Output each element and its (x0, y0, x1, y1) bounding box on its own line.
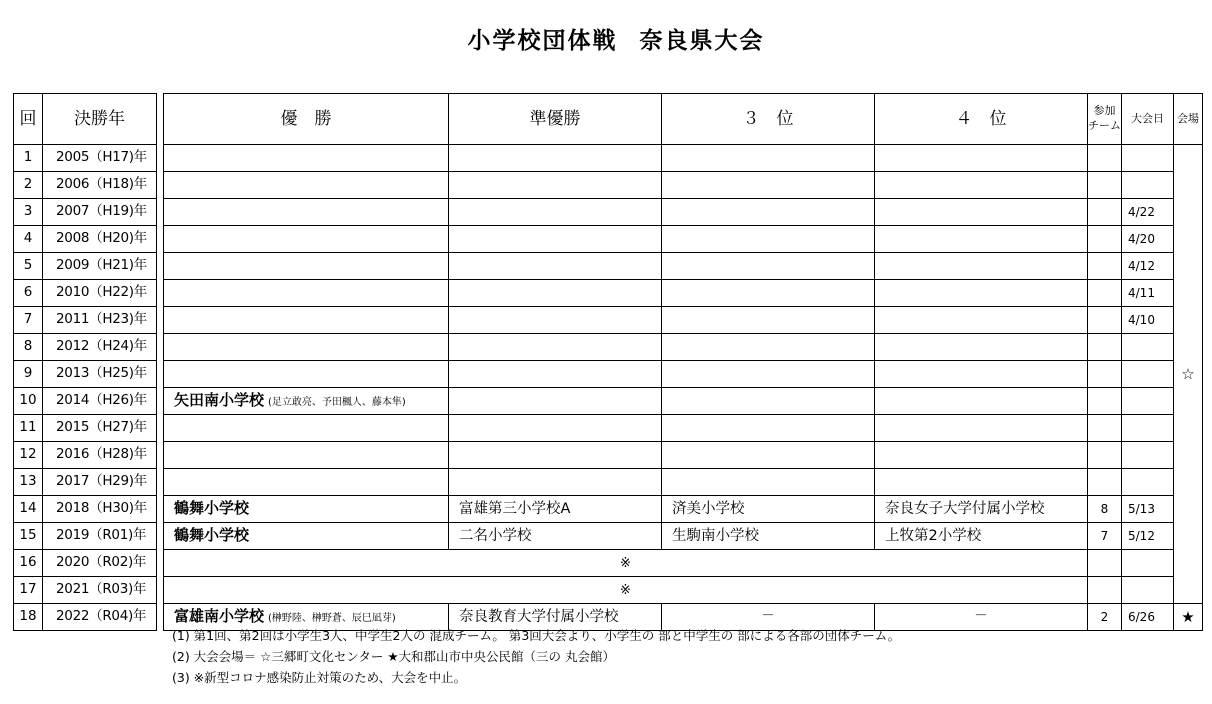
header-third: ３ 位 (662, 94, 875, 145)
teams-cell (1088, 577, 1122, 604)
date-cell (1122, 577, 1174, 604)
winner-members: (足立敢亮、予田楓人、藤本隼) (268, 397, 406, 409)
date-cell: 5/12 (1122, 523, 1174, 550)
runner-up-cell (449, 415, 662, 442)
third-place-cell (662, 145, 875, 172)
teams-cell (1088, 280, 1122, 307)
round-cell: 9 (14, 361, 43, 388)
winner-cell (164, 469, 449, 496)
fourth-place-cell (875, 307, 1088, 334)
table-row (164, 415, 1203, 442)
teams-cell (1088, 442, 1122, 469)
winner-cell (164, 226, 449, 253)
table-row (14, 496, 157, 523)
fourth-place-cell (875, 253, 1088, 280)
round-cell: 12 (14, 442, 43, 469)
winner-school: 富雄南小学校 (174, 607, 265, 626)
year-cell: 2022（R04)年 (43, 604, 157, 631)
fourth-place-cell (875, 361, 1088, 388)
header-row (14, 94, 157, 145)
year-cell: 2021（R03)年 (43, 577, 157, 604)
winner-cell (164, 415, 449, 442)
page-title (0, 22, 1212, 55)
date-cell (1122, 469, 1174, 496)
winner-cell (164, 145, 449, 172)
table-row (14, 388, 157, 415)
table-row (14, 550, 157, 577)
round-cell: 10 (14, 388, 43, 415)
round-cell: 11 (14, 415, 43, 442)
fourth-place-cell (875, 415, 1088, 442)
date-cell (1122, 550, 1174, 577)
table-row (14, 577, 157, 604)
winner-cell (164, 280, 449, 307)
teams-cell: 7 (1088, 523, 1122, 550)
table-row (14, 253, 157, 280)
runner-up-cell (449, 172, 662, 199)
round-cell: 14 (14, 496, 43, 523)
table-row (164, 577, 1203, 604)
date-cell: 4/10 (1122, 307, 1174, 334)
year-cell: 2006（H18)年 (43, 172, 157, 199)
round-cell: 6 (14, 280, 43, 307)
header-year: 決勝年 (43, 94, 157, 145)
fourth-place-cell (875, 280, 1088, 307)
third-place-cell (662, 280, 875, 307)
winner-cell (164, 334, 449, 361)
fourth-place-cell (875, 172, 1088, 199)
runner-up-cell (449, 145, 662, 172)
date-cell (1122, 145, 1174, 172)
year-cell: 2008（H20)年 (43, 226, 157, 253)
fourth-place-cell (875, 199, 1088, 226)
header-date: 大会日 (1122, 94, 1174, 145)
date-cell (1122, 415, 1174, 442)
date-cell: 4/20 (1122, 226, 1174, 253)
date-cell: 4/22 (1122, 199, 1174, 226)
runner-up-cell: 二名小学校 (449, 523, 662, 550)
third-place-cell (662, 307, 875, 334)
year-cell: 2012（H24)年 (43, 334, 157, 361)
results-table (163, 93, 1203, 631)
round-cell: 3 (14, 199, 43, 226)
runner-up-cell (449, 388, 662, 415)
third-place-cell (662, 226, 875, 253)
table-row (164, 469, 1203, 496)
date-cell: 4/11 (1122, 280, 1174, 307)
year-table (13, 93, 157, 631)
third-place-cell (662, 199, 875, 226)
year-cell: 2017（H29)年 (43, 469, 157, 496)
round-cell: 2 (14, 172, 43, 199)
table-row (164, 199, 1203, 226)
winner-cell (164, 253, 449, 280)
table-row (14, 442, 157, 469)
winner-school: 鶴舞小学校 (174, 526, 250, 545)
teams-cell (1088, 469, 1122, 496)
year-cell: 2009（H21)年 (43, 253, 157, 280)
third-place-cell (662, 469, 875, 496)
round-cell: 8 (14, 334, 43, 361)
fourth-place-cell: 奈良女子大学付属小学校 (875, 496, 1088, 523)
teams-cell: 2 (1088, 604, 1122, 631)
runner-up-cell: 奈良教育大学付属小学校 (449, 604, 662, 631)
table-row (14, 604, 157, 631)
round-cell: 15 (14, 523, 43, 550)
fourth-place-cell (875, 334, 1088, 361)
date-cell (1122, 334, 1174, 361)
runner-up-cell (449, 334, 662, 361)
fourth-place-cell (875, 388, 1088, 415)
winner-cell (164, 199, 449, 226)
year-cell: 2010（H22)年 (43, 280, 157, 307)
title-part1: 小学校団体戦 (467, 28, 618, 54)
year-cell: 2013（H25)年 (43, 361, 157, 388)
date-cell (1122, 388, 1174, 415)
winner-cell (164, 172, 449, 199)
table-row (164, 550, 1203, 577)
table-row (14, 280, 157, 307)
winner-cell (164, 307, 449, 334)
header-winner: 優 勝 (164, 94, 449, 145)
winner-school: 鶴舞小学校 (174, 499, 250, 518)
header-fourth: ４ 位 (875, 94, 1088, 145)
header-row (164, 94, 1203, 145)
year-cell: 2015（H27)年 (43, 415, 157, 442)
teams-cell (1088, 145, 1122, 172)
runner-up-cell (449, 361, 662, 388)
third-place-cell: 生駒南小学校 (662, 523, 875, 550)
round-cell: 5 (14, 253, 43, 280)
table-row (14, 226, 157, 253)
round-cell: 17 (14, 577, 43, 604)
footnotes (172, 625, 900, 688)
table-row (164, 361, 1203, 388)
fourth-place-cell (875, 469, 1088, 496)
winner-cell (164, 496, 449, 523)
winner-cell (164, 523, 449, 550)
footnote: (3) ※新型コロナ感染防止対策のため、大会を中止。 (172, 670, 467, 685)
table-row (14, 172, 157, 199)
third-place-cell: 済美小学校 (662, 496, 875, 523)
third-place-cell (662, 172, 875, 199)
date-cell (1122, 172, 1174, 199)
header-teams (1088, 94, 1122, 145)
title-part2: 奈良県大会 (639, 28, 765, 54)
header-round: 回 (14, 94, 43, 145)
year-cell: 2020（R02)年 (43, 550, 157, 577)
table-row (164, 523, 1203, 550)
table-row (14, 361, 157, 388)
runner-up-cell (449, 226, 662, 253)
fourth-place-cell: － (875, 604, 1088, 631)
fourth-place-cell (875, 145, 1088, 172)
runner-up-cell (449, 307, 662, 334)
table-row (164, 307, 1203, 334)
table-row (14, 523, 157, 550)
table-row (14, 415, 157, 442)
header-teams-line1: 参加 (1093, 104, 1116, 118)
header-teams-line2: チーム (1088, 119, 1121, 132)
table-row (164, 226, 1203, 253)
header-runner-up: 準優勝 (449, 94, 662, 145)
table-row (164, 172, 1203, 199)
table-row (14, 469, 157, 496)
runner-up-cell (449, 253, 662, 280)
third-place-cell (662, 334, 875, 361)
fourth-place-cell: 上牧第2小学校 (875, 523, 1088, 550)
year-cell: 2005（H17)年 (43, 145, 157, 172)
runner-up-cell (449, 199, 662, 226)
fourth-place-cell (875, 442, 1088, 469)
teams-cell (1088, 199, 1122, 226)
table-row (164, 253, 1203, 280)
table-row (164, 145, 1203, 172)
third-place-cell (662, 415, 875, 442)
runner-up-cell (449, 280, 662, 307)
winner-cell (164, 388, 449, 415)
round-cell: 7 (14, 307, 43, 334)
round-cell: 1 (14, 145, 43, 172)
date-cell: 4/12 (1122, 253, 1174, 280)
round-cell: 18 (14, 604, 43, 631)
date-cell (1122, 361, 1174, 388)
round-cell: 16 (14, 550, 43, 577)
teams-cell (1088, 550, 1122, 577)
winner-school: 矢田南小学校 (174, 391, 265, 410)
table-row (164, 442, 1203, 469)
year-cell: 2007（H19)年 (43, 199, 157, 226)
table-row (164, 280, 1203, 307)
round-cell: 13 (14, 469, 43, 496)
table-row (14, 334, 157, 361)
third-place-cell (662, 253, 875, 280)
teams-cell (1088, 253, 1122, 280)
fourth-place-cell (875, 226, 1088, 253)
date-cell: 6/26 (1122, 604, 1174, 631)
teams-cell (1088, 172, 1122, 199)
teams-cell (1088, 415, 1122, 442)
round-cell: 4 (14, 226, 43, 253)
runner-up-cell (449, 469, 662, 496)
winner-cell (164, 361, 449, 388)
teams-cell (1088, 361, 1122, 388)
table-row (14, 199, 157, 226)
year-cell: 2014（H26)年 (43, 388, 157, 415)
table-row (164, 496, 1203, 523)
cancelled-note: ※ (164, 550, 1088, 577)
teams-cell (1088, 307, 1122, 334)
third-place-cell (662, 388, 875, 415)
year-cell: 2016（H28)年 (43, 442, 157, 469)
year-cell: 2011（H23)年 (43, 307, 157, 334)
winner-cell (164, 442, 449, 469)
runner-up-cell (449, 442, 662, 469)
table-row (164, 388, 1203, 415)
teams-cell: 8 (1088, 496, 1122, 523)
table-row (14, 307, 157, 334)
cancelled-note: ※ (164, 577, 1088, 604)
winner-members: (榊野陸、榊野蒼、辰巳凪芽) (268, 613, 396, 625)
teams-cell (1088, 388, 1122, 415)
teams-cell (1088, 226, 1122, 253)
third-place-cell (662, 442, 875, 469)
teams-cell (1088, 334, 1122, 361)
third-place-cell (662, 361, 875, 388)
third-place-cell: － (662, 604, 875, 631)
footnote: (2) 大会会場＝ ☆三郷町文化センター ★大和郡山市中央公民館（三の 丸会館） (172, 649, 616, 664)
runner-up-cell: 富雄第三小学校A (449, 496, 662, 523)
date-cell: 5/13 (1122, 496, 1174, 523)
table-row (14, 145, 157, 172)
venue-cell-merged: ☆ (1174, 145, 1203, 604)
header-venue: 会場 (1174, 94, 1203, 145)
year-cell: 2018（H30)年 (43, 496, 157, 523)
table-row (164, 334, 1203, 361)
venue-cell: ★ (1174, 604, 1203, 631)
year-cell: 2019（R01)年 (43, 523, 157, 550)
footnote: (1) 第1回、第2回は小学生3人、中学生2人の 混成チーム。 第3回大会より、小学生の 部と中学生の 部による各部の団体チーム。 (172, 628, 901, 643)
date-cell (1122, 442, 1174, 469)
